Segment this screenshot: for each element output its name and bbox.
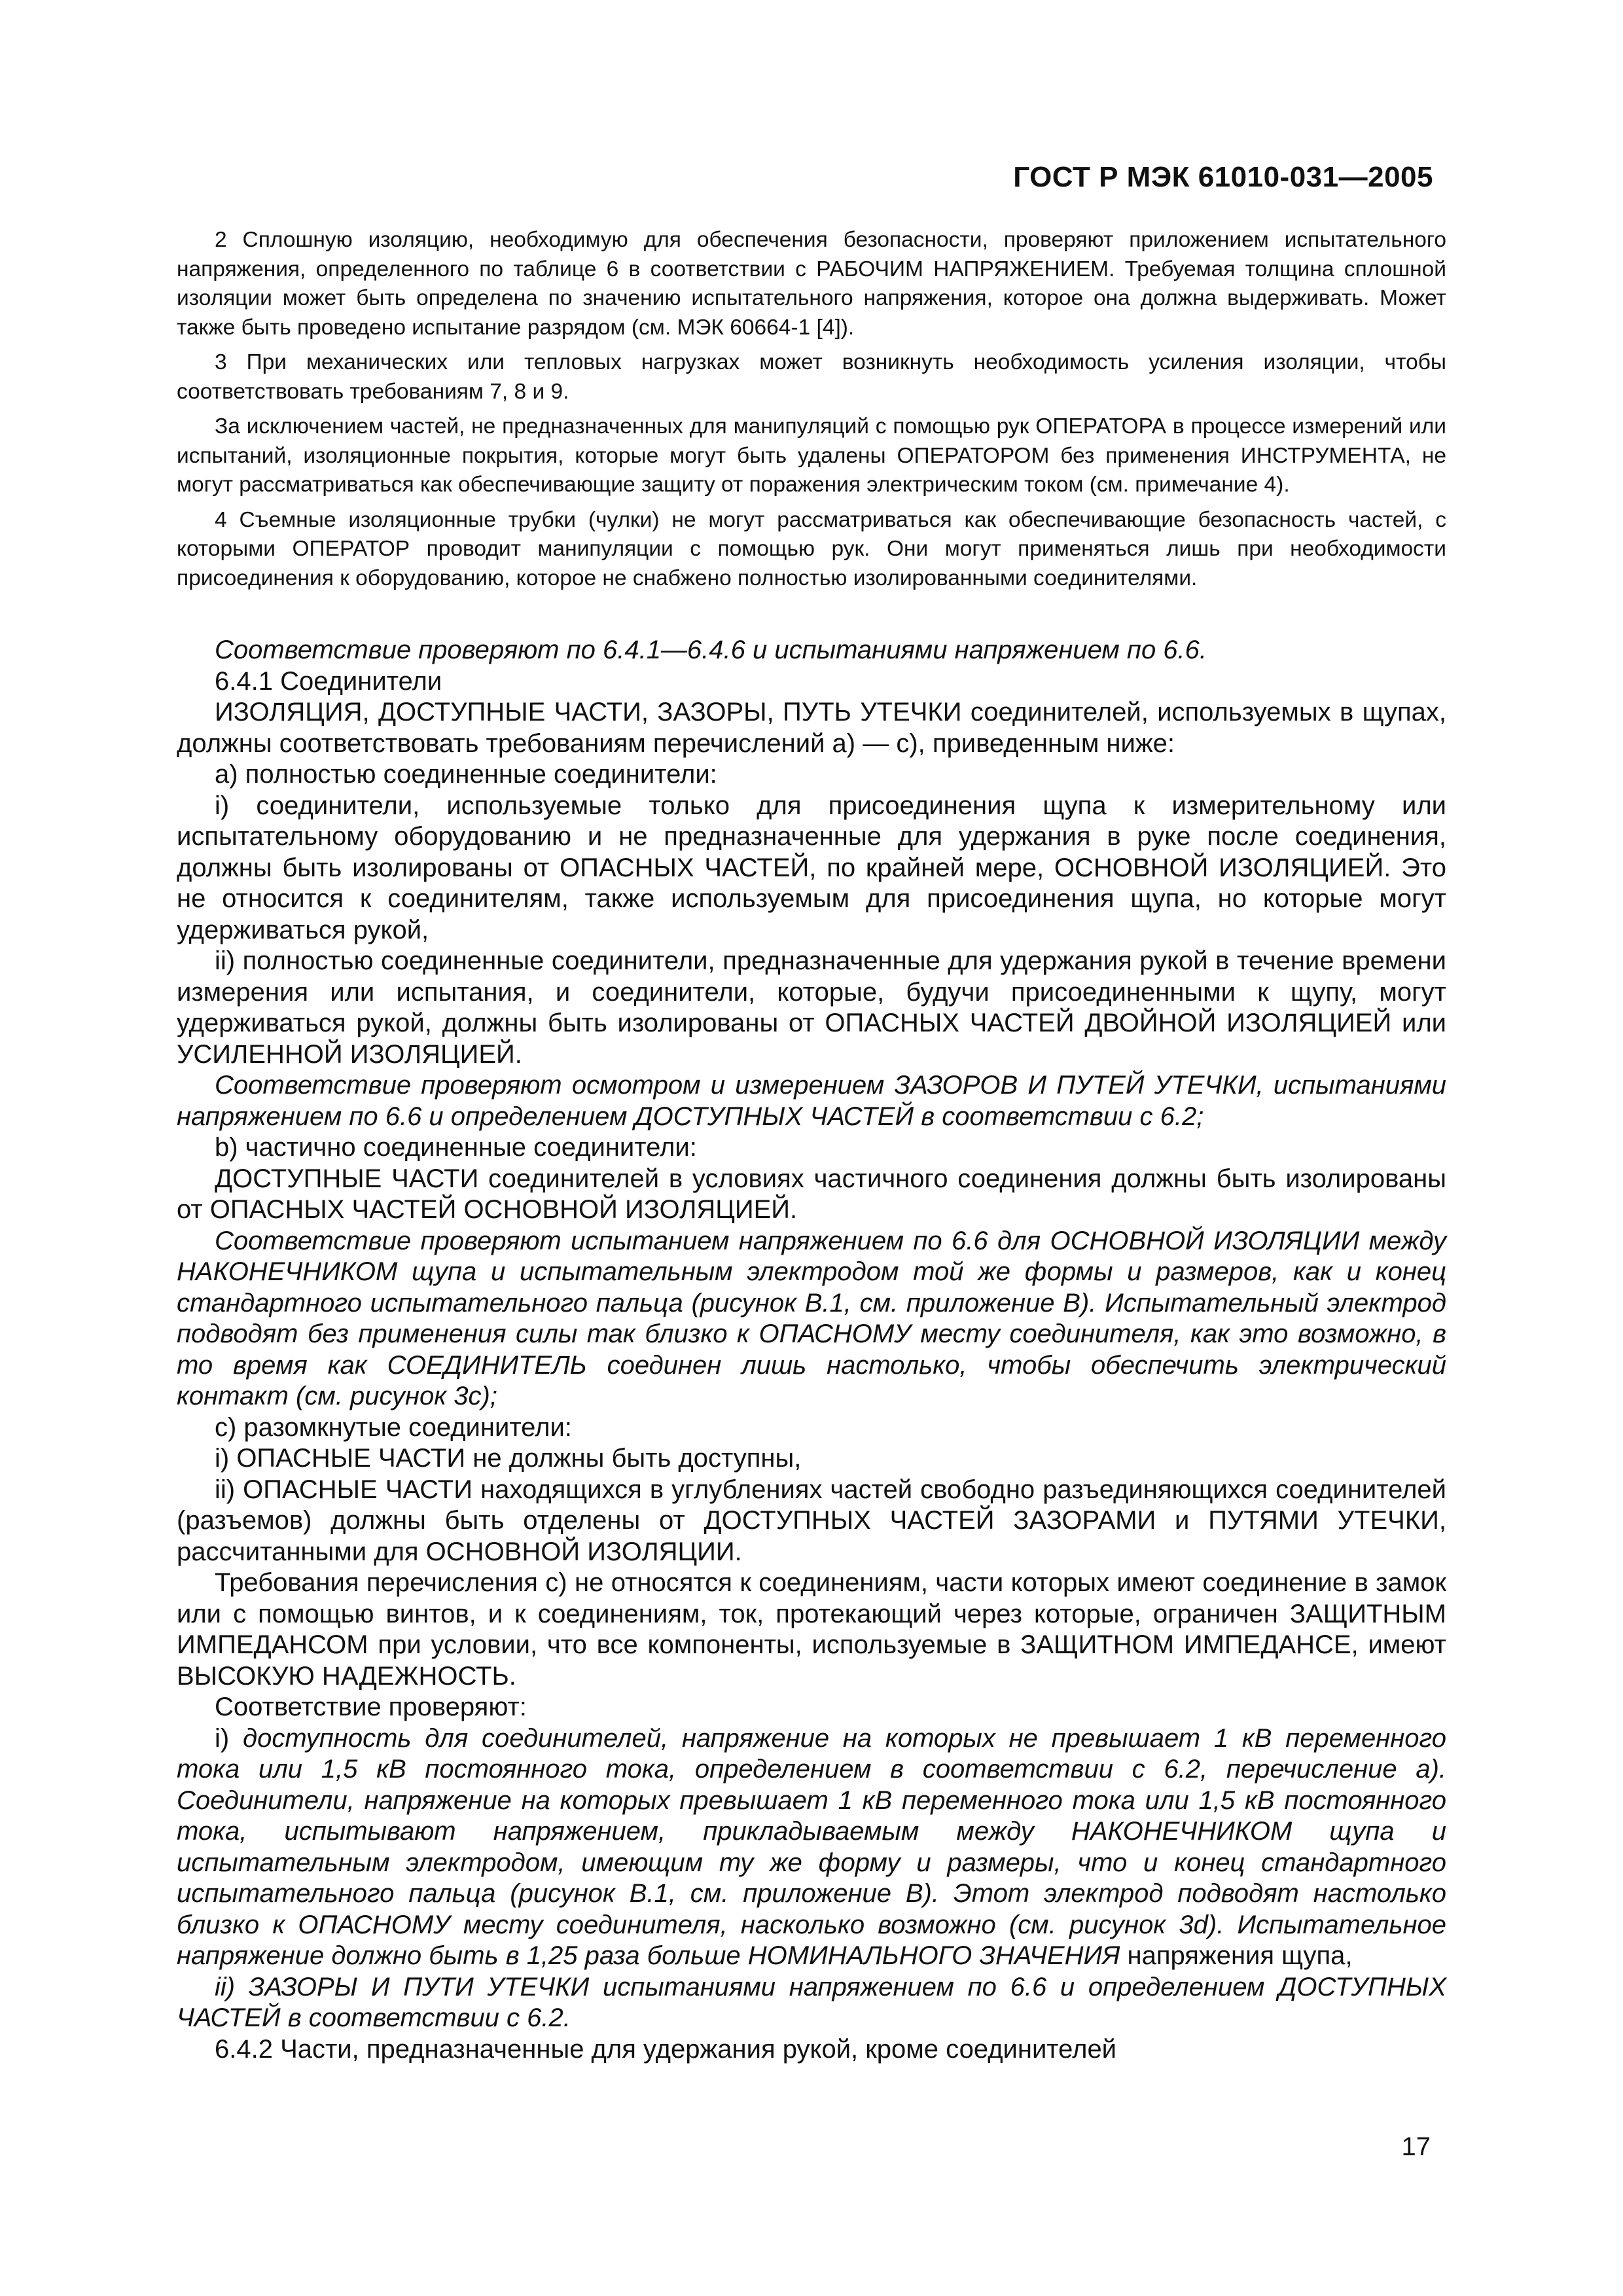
list-item-c-ii: ii) ОПАСНЫЕ ЧАСТИ находящихся в углублениях частей свободно разъединяющихся соединителей (разъемов) должны быть отделены от ДОСТУПНЫХ ЧАСТЕЙ ЗАЗОРАМИ и ПУТЯМИ УТЕЧКИ, рассчитанными для ОСНОВНОЙ ИЗОЛЯЦИИ. [177, 1475, 1446, 1566]
standard-designation: ГОСТ Р МЭК 61010-031—2005 [1013, 161, 1433, 193]
list-item-b: b) частично соединенные соединители: [215, 1133, 697, 1162]
main-text [177, 635, 1446, 2065]
list-item-a: а) полностью соединенные соединители: [215, 760, 717, 789]
paragraph: ИЗОЛЯЦИЯ, ДОСТУПНЫЕ ЧАСТИ, ЗАЗОРЫ, ПУТЬ УТЕЧКИ соединителей, используемых в щупах, должны соответствовать требованиям перечислений а) — с), приведенным ниже: [177, 698, 1446, 758]
section-heading-6-4-1: 6.4.1 Соединители [215, 666, 442, 696]
note-2: 2 Сплошную изоляцию, необходимую для обеспечения безопасности, проверяют приложением испытательного напряжения, определенного по таблице 6 в соответствии с РАБОЧИМ НАПРЯЖЕНИЕМ. Требуемая толщина сплошной изоляции может быть определена по значению испытательного напряжения, которое она должна выдерживать. Может также быть проведено испытание разрядом (см. МЭК 60664-1 [4]). [177, 228, 1446, 340]
list-item-a-i: i) соединители, используемые только для присоединения щупа к измерительному или испытательному оборудованию и не предназначенные для удержания в руке после соединения, должны быть изолированы от ОПАСНЫХ ЧАСТЕЙ, по крайней мере, ОСНОВНОЙ ИЗОЛЯЦИЕЙ. Это не относится к соединителям, также используемым для присоединения щупа, но которые могут удерживаться рукой, [177, 791, 1446, 944]
item-marker: i) [215, 1723, 230, 1753]
list-item-c: с) разомкнутые соединители: [215, 1412, 572, 1442]
compliance-item-i-tail: напряжения щупа, [1127, 1941, 1353, 1970]
notes-block [177, 226, 1446, 599]
compliance-statement: Соответствие проверяют осмотром и измерением ЗАЗОРОВ И ПУТЕЙ УТЕЧКИ, испытаниями напряжением по 6.6 и определением ДОСТУПНЫХ ЧАСТЕЙ в соответствии с 6.2; [177, 1071, 1446, 1131]
paragraph: Требования перечисления с) не относятся к соединениям, части которых имеют соединение в замок или с помощью винтов, и к соединениям, ток, протекающий через которые, ограничен ЗАЩИТНЫМ ИМПЕДАНСОМ при условии, что все компоненты, используемые в ЗАЩИТНОМ ИМПЕДАНСЕ, имеют ВЫСОКУЮ НАДЕЖНОСТЬ. [177, 1568, 1446, 1691]
compliance-statement: Соответствие проверяют испытанием напряжением по 6.6 для ОСНОВНОЙ ИЗОЛЯЦИИ между НАКОНЕЧНИКОМ щупа и испытательным электродом той же формы и размеров, как и конец стандартного испытательного пальца (рисунок В.1, см. приложение В). Испытательный электрод подводят без применения силы так близко к ОПАСНОМУ месту соединителя, как это возможно, в то время как СОЕДИНИТЕЛЬ соединен лишь настолько, чтобы обеспечить электрический контакт (см. рисунок 3с); [177, 1226, 1446, 1410]
compliance-item-i-text: доступность для соединителей, напряжение на которых не превышает 1 кВ переменного тока или 1,5 кВ постоянного тока, определением в соответствии с 6.2, перечисление а). Соединители, напряжение на которых превышает 1 кВ переменного тока или 1,5 кВ постоянного тока, испытывают напряжением, прикладываемым между НАКОНЕЧНИКОМ щупа и испытательным электродом, имеющим ту же форму и размеры, что и конец стандартного испытательного пальца (рисунок В.1, см. приложение В). Этот электрод подводят настолько близко к ОПАСНОМУ месту соединителя, насколько возможно (см. рисунок 3d). Испытательное напряжение должно быть в 1,25 раза больше НОМИНАЛЬНОГО ЗНАЧЕНИЯ [177, 1723, 1446, 1970]
section-heading-6-4-2: 6.4.2 Части, предназначенные для удержания рукой, кроме соединителей [215, 2034, 1117, 2064]
compliance-intro: Соответствие проверяют: [215, 1693, 527, 1721]
note-3: 3 При механических или тепловых нагрузках может возникнуть необходимость усиления изоляции, чтобы соответствовать требованиям 7, 8 и 9. [177, 350, 1446, 404]
note-4: 4 Съемные изоляционные трубки (чулки) не могут рассматриваться как обеспечивающие безопасность частей, с которыми ОПЕРАТОР проводит манипуляции с помощью рук. Они могут применяться лишь при необходимости присоединения к оборудованию, которое не снабжено полностью изолированными соединителями. [177, 507, 1446, 590]
compliance-item-ii: ii) ЗАЗОРЫ И ПУТИ УТЕЧКИ испытаниями напряжением по 6.6 и определением ДОСТУПНЫХ ЧАСТЕЙ в соответствии с 6.2. [177, 1972, 1446, 2032]
list-item-c-i: i) ОПАСНЫЕ ЧАСТИ не должны быть доступны, [215, 1444, 802, 1473]
paragraph: ДОСТУПНЫЕ ЧАСТИ соединителей в условиях частичного соединения должны быть изолированы от ОПАСНЫХ ЧАСТЕЙ ОСНОВНОЙ ИЗОЛЯЦИЕЙ. [177, 1164, 1446, 1224]
page-number: 17 [1401, 2132, 1431, 2161]
note-3-continuation: За исключением частей, не предназначенных для манипуляций с помощью рук ОПЕРАТОРА в процессе измерений или испытаний, изоляционные покрытия, которые могут быть удалены ОПЕРАТОРОМ без применения ИНСТРУМЕНТА, не могут рассматриваться как обеспечивающие защиту от поражения электрическим током (см. примечание 4). [177, 414, 1446, 497]
list-item-a-ii: ii) полностью соединенные соединители, предназначенные для удержания рукой в течение времени измерения или испытания, и соединители, которые, будучи присоединенными к щупу, могут удерживаться рукой, должны быть изолированы от ОПАСНЫХ ЧАСТЕЙ ДВОЙНОЙ ИЗОЛЯЦИЕЙ или УСИЛЕННОЙ ИЗОЛЯЦИЕЙ. [177, 946, 1446, 1069]
compliance-item-i [177, 1723, 1446, 1972]
compliance-statement: Соответствие проверяют по 6.4.1—6.4.6 и испытаниями напряжением по 6.6. [215, 636, 1207, 664]
